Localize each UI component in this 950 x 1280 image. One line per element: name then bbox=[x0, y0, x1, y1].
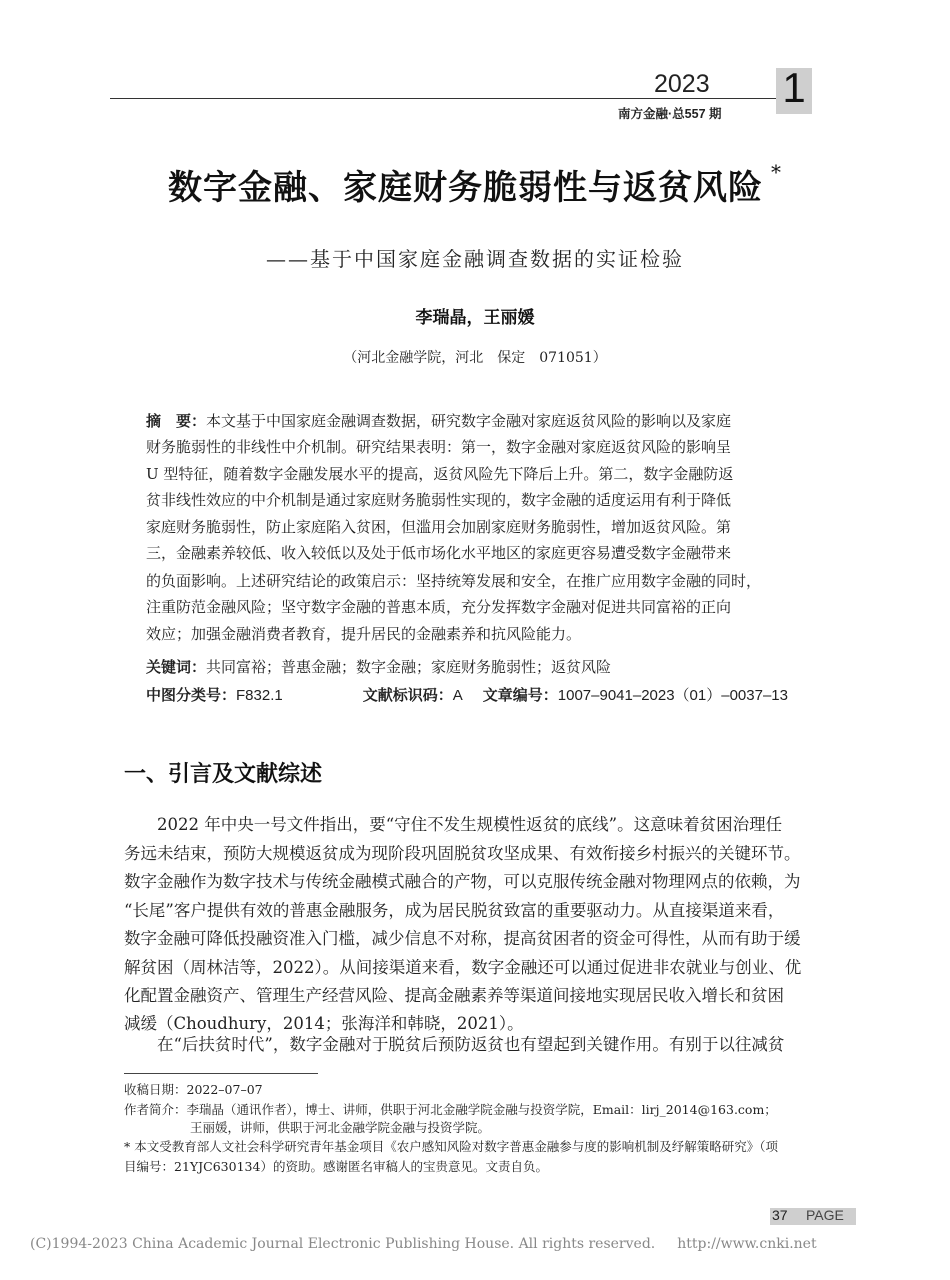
body-line: 解贫困（周林洁等，2022）。从间接渠道来看，数字金融还可以通过促进非农就业与创业、优 bbox=[124, 958, 802, 977]
abstract-text: 本文基于中国家庭金融调查数据，研究数字金融对家庭返贫风险的影响以及家庭 bbox=[206, 412, 732, 430]
abstract-line: 三，金融素养较低、收入较低以及处于低市场化水平地区的家庭更容易遭受数字金融带来 bbox=[146, 544, 732, 562]
title-footnote-mark: * bbox=[771, 160, 782, 184]
keywords-text: 共同富裕；普惠金融；数字金融；家庭财务脆弱性；返贫风险 bbox=[206, 658, 612, 676]
footnote-author-bio: 作者简介：李瑞晶（通讯作者），博士、讲师，供职于河北金融学院金融与投资学院，Email：lirj_2014@163.com； bbox=[124, 1102, 777, 1117]
abstract-line: 贫非线性效应的中介机制是通过家庭财务脆弱性实现的，数字金融的适度运用有利于降低 bbox=[146, 491, 732, 509]
header-rule bbox=[110, 98, 780, 99]
footnote-received-date: 收稿日期：2022–07–07 bbox=[124, 1082, 263, 1097]
copyright-text: (C)1994-2023 China Academic Journal Electronic Publishing House. All rights reserved. bbox=[30, 1236, 656, 1252]
journal-year: 2023 bbox=[654, 70, 710, 98]
abstract-line: 的负面影响。上述研究结论的政策启示：坚持统筹发展和安全，在推广应用数字金融的同时， bbox=[146, 572, 762, 590]
body-line: 化配置金融资产、管理生产经营风险、提高金融素养等渠道间接地实现居民收入增长和贫困 bbox=[124, 986, 784, 1005]
keywords-label: 关键词： bbox=[146, 659, 207, 676]
keywords bbox=[146, 656, 611, 677]
abstract-line bbox=[146, 410, 731, 431]
page-label: PAGE bbox=[806, 1207, 844, 1223]
abstract-line: 财务脆弱性的非线性中介机制。研究结果表明：第一，数字金融对家庭返贫风险的影响呈 bbox=[146, 438, 732, 456]
paper-title bbox=[40, 160, 910, 209]
issue-number: 1 bbox=[782, 64, 806, 111]
abstract-line: U 型特征，随着数字金融发展水平的提高，返贫风险先下降后上升。第二，数字金融防返 bbox=[146, 465, 734, 483]
footnote-funding-cont: 目编号：21YJC630134）的资助。感谢匿名审稿人的宝贵意见。文责自负。 bbox=[124, 1159, 548, 1174]
footnote-funding: * 本文受教育部人文社会科学研究青年基金项目《农户感知风险对数字普惠金融参与度的影响机制及纾解策略研究》（项 bbox=[124, 1139, 778, 1154]
authors: 李瑞晶，王丽媛 bbox=[415, 308, 535, 327]
affiliation: （河北金融学院，河北 保定 071051） bbox=[343, 350, 607, 366]
journal-issue: 南方金融·总557 期 bbox=[618, 107, 722, 121]
doc-code-value: A bbox=[452, 687, 463, 704]
body-line: “长尾”客户提供有效的普惠金融服务，成为居民脱贫致富的重要驱动力。从直接渠道来看， bbox=[124, 901, 785, 920]
paper-subtitle: ——基于中国家庭金融调查数据的实证检验 bbox=[266, 247, 684, 271]
copyright-url[interactable]: http://www.cnki.net bbox=[677, 1236, 817, 1252]
abstract-line: 效应；加强金融消费者教育，提升居民的金融素养和抗风险能力。 bbox=[146, 625, 582, 643]
abstract-line: 注重防范金融风险；坚守数字金融的普惠本质，充分发挥数字金融对促进共同富裕的正向 bbox=[146, 598, 732, 616]
body-line: 2022 年中央一号文件指出，要“守住不发生规模性返贫的底线”。这意味着贫困治理任 bbox=[124, 815, 783, 834]
paper-title-text: 数字金融、家庭财务脆弱性与返贫风险 bbox=[168, 168, 763, 208]
abstract-line: 家庭财务脆弱性，防止家庭陷入贫困，但滥用会加剧家庭财务脆弱性，增加返贫风险。第 bbox=[146, 518, 732, 536]
page-number: 37 bbox=[772, 1207, 788, 1223]
clc-value: F832.1 bbox=[236, 687, 283, 704]
body-line: 务远未结束，预防大规模返贫成为现阶段巩固脱贫攻坚成果、有效衔接乡村振兴的关键环节。 bbox=[124, 844, 801, 863]
body-line: 在“后扶贫时代”，数字金融对于脱贫后预防返贫也有望起到关键作用。有别于以往减贫 bbox=[124, 1035, 785, 1054]
body-line: 数字金融作为数字技术与传统金融模式融合的产物，可以克服传统金融对物理网点的依赖，为 bbox=[124, 872, 801, 891]
clc-label: 中图分类号： bbox=[146, 687, 237, 704]
abstract-label: 摘 要： bbox=[146, 412, 207, 430]
classification-line bbox=[146, 684, 788, 705]
doc-code-label: 文献标识码： bbox=[362, 687, 453, 704]
footnote-author-bio-2: 王丽媛，讲师，供职于河北金融学院金融与投资学院。 bbox=[190, 1120, 491, 1135]
footnote-rule bbox=[124, 1073, 318, 1074]
body-line: 减缓（Choudhury，2014；张海洋和韩晓，2021）。 bbox=[124, 1014, 524, 1033]
article-no-label: 文章编号： bbox=[482, 687, 558, 704]
body-line: 数字金融可降低投融资准入门槛，减少信息不对称，提高贫困者的资金可得性，从而有助于缓 bbox=[124, 929, 801, 948]
section-heading: 一、引言及文献综述 bbox=[124, 762, 323, 787]
copyright-notice bbox=[30, 1236, 817, 1252]
article-no-value: 1007–9041–2023（01）–0037–13 bbox=[557, 687, 788, 704]
